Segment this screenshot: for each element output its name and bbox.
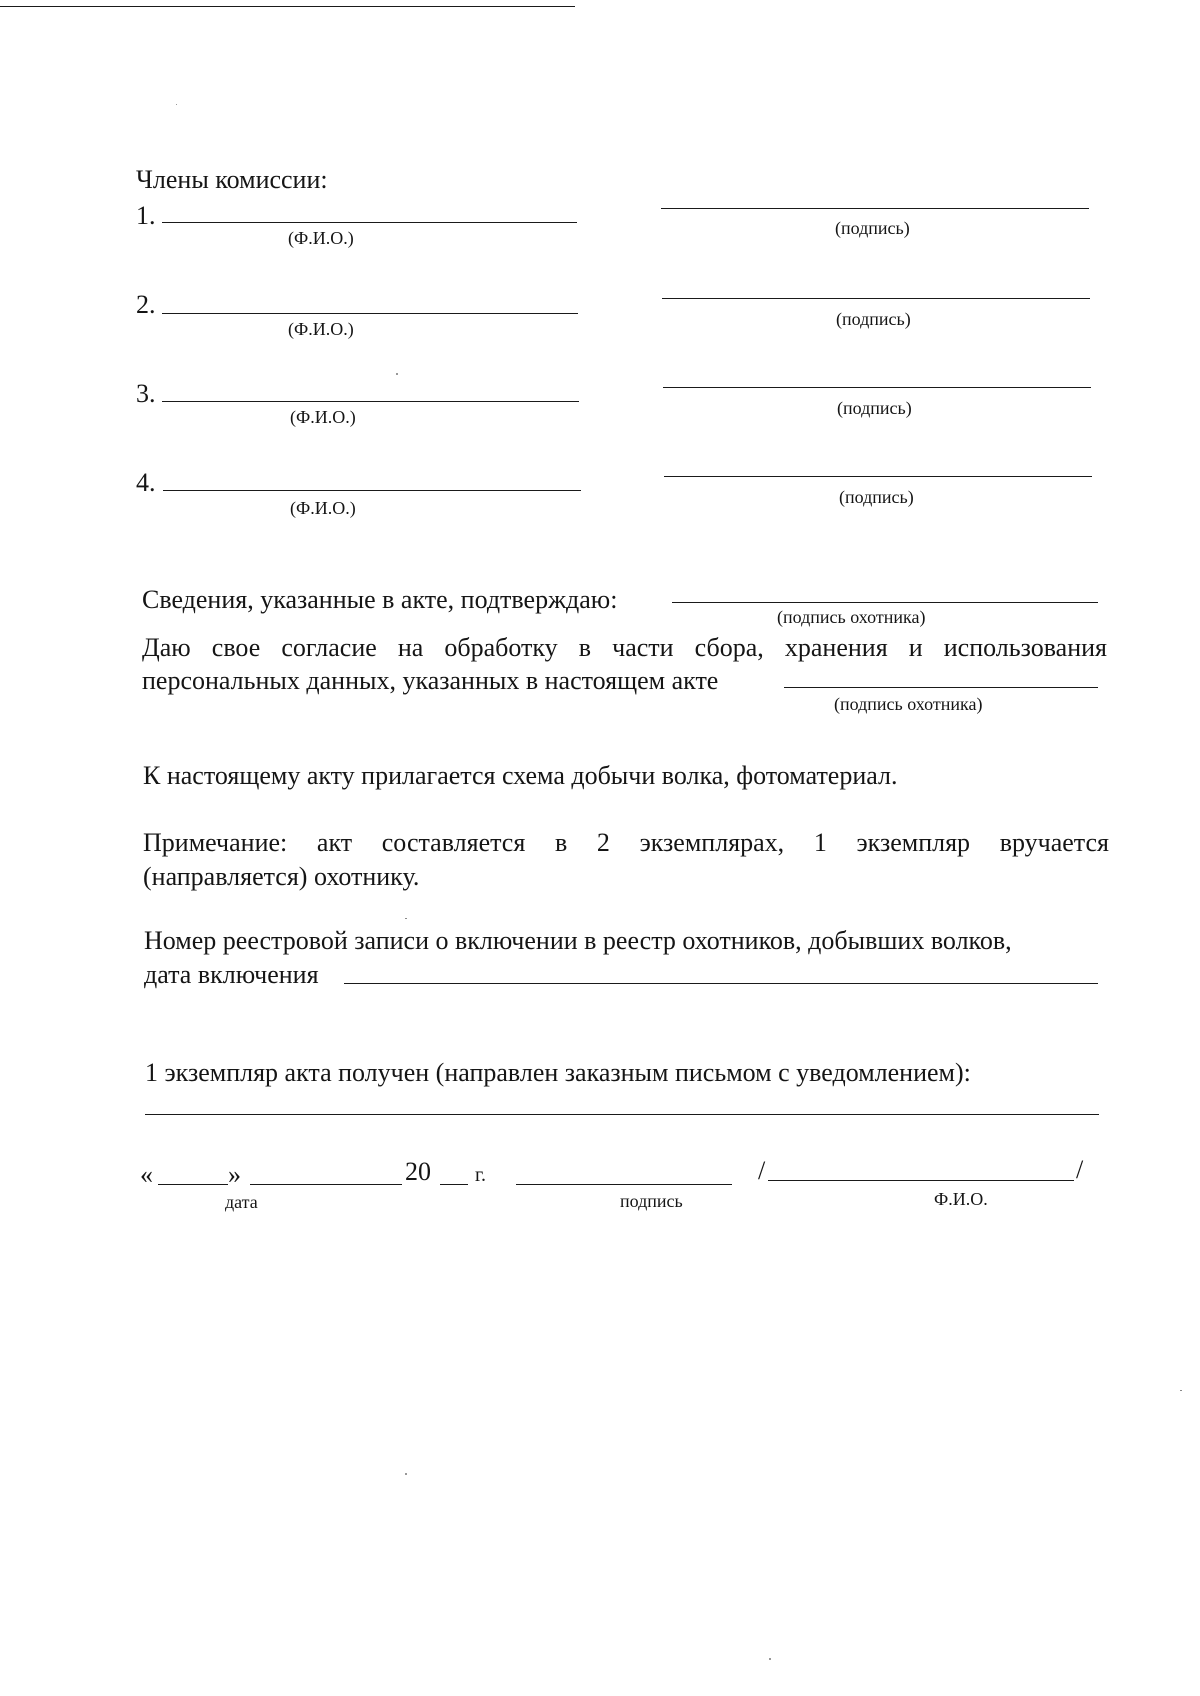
scan-speck xyxy=(396,373,398,375)
consent-line-2: персональных данных, указанных в настоящем акте xyxy=(142,666,719,695)
scan-speck xyxy=(769,1658,771,1660)
receipt-text: 1 экземпляр акта получен (направлен заказным письмом с уведомлением): xyxy=(145,1058,971,1087)
commission-heading: Члены комиссии: xyxy=(136,165,328,194)
slash-left: / xyxy=(758,1156,766,1185)
confirmation-text: Сведения, указанные в акте, подтверждаю: xyxy=(142,585,618,614)
member-name-field[interactable] xyxy=(163,490,581,491)
signature-caption: подпись xyxy=(620,1191,683,1211)
member-signature-field[interactable] xyxy=(661,208,1089,209)
consent-line-1: Даю свое согласие на обработку в части сбора, хранения и использования xyxy=(142,633,1107,662)
scan-speck xyxy=(176,104,177,105)
receipt-signature-field[interactable] xyxy=(516,1184,732,1185)
member-name-field[interactable] xyxy=(162,222,577,223)
attachment-note: К настоящему акту прилагается схема добычи волка, фотоматериал. xyxy=(143,761,898,790)
registry-number-field[interactable] xyxy=(344,983,1098,984)
member-name-caption: (Ф.И.О.) xyxy=(288,228,354,248)
receipt-month-field[interactable] xyxy=(250,1184,402,1185)
member-name-field[interactable] xyxy=(162,313,578,314)
scan-speck xyxy=(1180,1390,1182,1391)
hunter-consent-signature-field[interactable] xyxy=(784,687,1098,688)
member-signature-caption: (подпись) xyxy=(839,487,914,507)
member-signature-field[interactable] xyxy=(662,298,1090,299)
hunter-signature-caption: (подпись охотника) xyxy=(777,607,926,627)
member-signature-caption: (подпись) xyxy=(835,218,910,238)
member-number: 3. xyxy=(136,379,156,408)
registry-line-2: дата включения xyxy=(144,960,319,989)
close-quote: » xyxy=(228,1160,241,1189)
member-signature-field[interactable] xyxy=(663,387,1091,388)
year-prefix: 20 xyxy=(405,1157,431,1186)
hunter-confirmation-signature-field[interactable] xyxy=(672,602,1098,603)
year-suffix: г. xyxy=(475,1164,486,1186)
top-edge-line xyxy=(0,6,575,7)
receipt-day-field[interactable] xyxy=(158,1184,228,1185)
member-name-field[interactable] xyxy=(162,401,579,402)
receipt-recipient-field[interactable] xyxy=(145,1114,1099,1115)
member-name-caption: (Ф.И.О.) xyxy=(288,319,354,339)
open-quote: « xyxy=(140,1160,153,1189)
name-caption: Ф.И.О. xyxy=(934,1189,988,1209)
member-number: 2. xyxy=(136,290,156,319)
member-signature-field[interactable] xyxy=(664,476,1092,477)
hunter-consent-signature-caption: (подпись охотника) xyxy=(834,694,983,714)
date-caption: дата xyxy=(225,1192,258,1212)
member-number: 1. xyxy=(136,201,156,230)
receipt-name-field[interactable] xyxy=(768,1180,1074,1181)
member-signature-caption: (подпись) xyxy=(836,309,911,329)
note-line-2: (направляется) охотнику. xyxy=(143,862,420,891)
slash-right: / xyxy=(1076,1155,1084,1184)
scan-speck xyxy=(405,1473,407,1475)
receipt-year-field[interactable] xyxy=(440,1184,468,1185)
member-number: 4. xyxy=(136,468,156,497)
registry-line-1: Номер реестровой записи о включении в реестр охотников, добывших волков, xyxy=(144,926,1012,955)
member-name-caption: (Ф.И.О.) xyxy=(290,498,356,518)
member-name-caption: (Ф.И.О.) xyxy=(290,407,356,427)
member-signature-caption: (подпись) xyxy=(837,398,912,418)
note-line-1: Примечание: акт составляется в 2 экземплярах, 1 экземпляр вручается xyxy=(143,828,1109,857)
scan-speck xyxy=(405,918,407,919)
